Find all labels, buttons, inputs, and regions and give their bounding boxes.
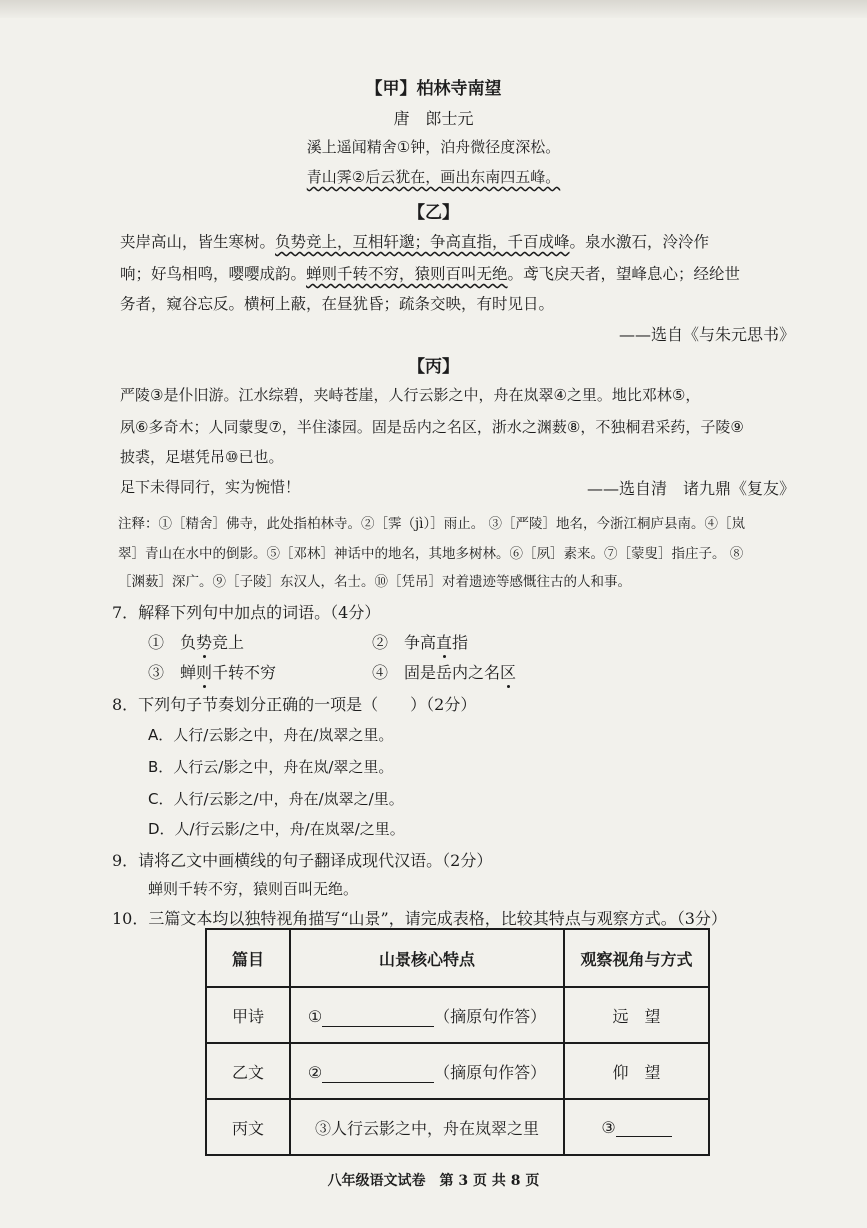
question-10-stem: 10．三篇文本均以独特视角描写“山景”，请完成表格，比较其特点与观察方式。（3分） [112, 909, 727, 928]
yi-underlined-sentence: 负势竞上，互相轩邈；争高直指，千百成峰 [275, 233, 570, 251]
question-8-stem: 8．下列句子节奏划分正确的一项是（ ）（2分） [112, 695, 477, 714]
table-header-row [206, 929, 709, 987]
question-9-stem: 9．请将乙文中画横线的句子翻译成现代汉语。（2分） [112, 851, 493, 870]
question-7-item-1 [148, 630, 244, 653]
row-name: 丙文 [206, 1099, 290, 1155]
row-feature[interactable] [290, 987, 564, 1043]
question-8-option-c[interactable]: C．人行/云影之/中，舟在/岚翠之/里。 [148, 790, 404, 808]
q7-text: 千转不穷 [212, 663, 277, 682]
yi-text: 。鸢飞戾天者，望峰息心；经纶世 [507, 265, 741, 283]
question-8-option-a[interactable]: A．人行/云影之中，舟在/岚翠之里。 [148, 726, 394, 744]
notes-line-1: 注释：①［精舍］佛寺，此处指柏林寺。②［霁（jì）］雨止。 ③［严陵］地名，今浙江桐庐县南。④［岚 [118, 516, 746, 532]
blank-mark: ③ [601, 1117, 616, 1137]
bing-source: ——选自清 诸九鼎《复友》 [586, 479, 795, 498]
answer-blank[interactable] [322, 1066, 434, 1083]
jia-author: 唐 郎士元 [393, 109, 474, 128]
blank-hint: （摘原句作答） [434, 1062, 547, 1082]
row-view[interactable] [564, 1099, 709, 1155]
bing-paragraph-line-3: 披裘，足堪凭吊⑩已也。 [120, 448, 284, 466]
jia-line-2: 青山霁②后云犹在，画出东南四五峰。 [306, 168, 561, 186]
q7-text: ④ 固是岳内之名 [372, 663, 501, 682]
jia-line-1: 溪上遥闻精舍①钟，泊舟微径度深松。 [306, 138, 561, 156]
bing-paragraph-line-4: 足下未得同行，实为惋惜！ [120, 478, 301, 496]
row-feature: ③人行云影之中，舟在岚翠之里 [290, 1099, 564, 1155]
yi-paragraph-line-2 [120, 262, 740, 284]
row-feature[interactable] [290, 1043, 564, 1099]
question-7-item-3 [148, 660, 276, 683]
yi-text: 响；好鸟相鸣，嘤嘤成韵。 [120, 265, 307, 283]
q7-dotted-word: 区 [500, 663, 517, 682]
q7-dotted-word: 直 [436, 633, 453, 652]
question-7-item-4 [372, 660, 516, 683]
yi-underlined-sentence: 蝉则千转不穷，猿则百叫无绝 [306, 265, 508, 283]
yi-heading: 【乙】 [408, 203, 459, 223]
page-footer: 八年级语文试卷 第 3 页 共 8 页 [327, 1173, 540, 1189]
yi-paragraph-line-3: 务者，窥谷忘反。横柯上蔽，在昼犹昏；疏条交映，有时见日。 [120, 295, 555, 313]
blank-mark: ② [307, 1062, 323, 1082]
yi-paragraph-line-1 [120, 230, 709, 252]
bing-paragraph-line-1: 严陵③是仆旧游。江水综碧，夹峙苍崖，人行云影之中，舟在岚翠④之里。地比邓林⑤， [120, 386, 701, 404]
row-view: 远 望 [564, 987, 709, 1043]
notes-line-3: ［渊薮］深广。⑨［子陵］东汉人，名士。⑩［凭吊］对着遗迹等感慨往古的人和事。 [118, 574, 631, 590]
q7-text: 指 [452, 633, 469, 652]
question-8-option-d[interactable]: D．人/行云影/之中，舟/在岚翠/之里。 [148, 820, 405, 838]
row-name: 乙文 [206, 1043, 290, 1099]
question-7-item-2 [372, 630, 468, 653]
header-view: 观察视角与方式 [564, 929, 709, 987]
header-title: 篇目 [206, 929, 290, 987]
yi-source: ——选自《与朱元思书》 [618, 325, 795, 344]
question-8-option-b[interactable]: B．人行云/影之中，舟在岚/翠之里。 [148, 758, 394, 776]
q7-text: ① 负 [148, 633, 197, 652]
notes-line-2: 翠］青山在水中的倒影。⑤［邓林］神话中的地名，其地多树林。⑥［夙］素来。⑦［蒙叟］指庄子。 ⑧ [118, 546, 744, 562]
blank-hint: （摘原句作答） [434, 1006, 547, 1026]
bing-paragraph-line-2: 夙⑥多奇木；人同蒙叟⑦，半住漆园。固是岳内之名区，浙水之渊薮⑧，不独桐君采药，子陵⑨ [120, 418, 744, 436]
table-row [206, 987, 709, 1043]
answer-blank[interactable] [616, 1120, 672, 1137]
question-7-stem: 7．解释下列句中加点的词语。（4分） [112, 603, 381, 622]
q7-dotted-word: 则 [196, 663, 213, 682]
jia-heading: 【甲】柏林寺南望 [365, 79, 502, 99]
table-row [206, 1099, 709, 1155]
blank-mark: ① [307, 1006, 323, 1026]
row-view: 仰 望 [564, 1043, 709, 1099]
q7-text: ③ 蝉 [148, 663, 197, 682]
question-9-sentence: 蝉则千转不穷，猿则百叫无绝。 [148, 880, 359, 898]
yi-text: 夹岸高山，皆生寒树。 [120, 233, 276, 251]
scan-edge [0, 0, 867, 18]
answer-blank[interactable] [322, 1010, 434, 1027]
table-row [206, 1043, 709, 1099]
q7-text: 竞上 [212, 633, 245, 652]
bing-heading: 【丙】 [408, 357, 459, 377]
yi-text: 。泉水激石，泠泠作 [569, 233, 710, 251]
q7-text: ② 争高 [372, 633, 437, 652]
header-feature: 山景核心特点 [290, 929, 564, 987]
row-name: 甲诗 [206, 987, 290, 1043]
q7-dotted-word: 势 [196, 633, 213, 652]
comparison-table [205, 928, 710, 1156]
